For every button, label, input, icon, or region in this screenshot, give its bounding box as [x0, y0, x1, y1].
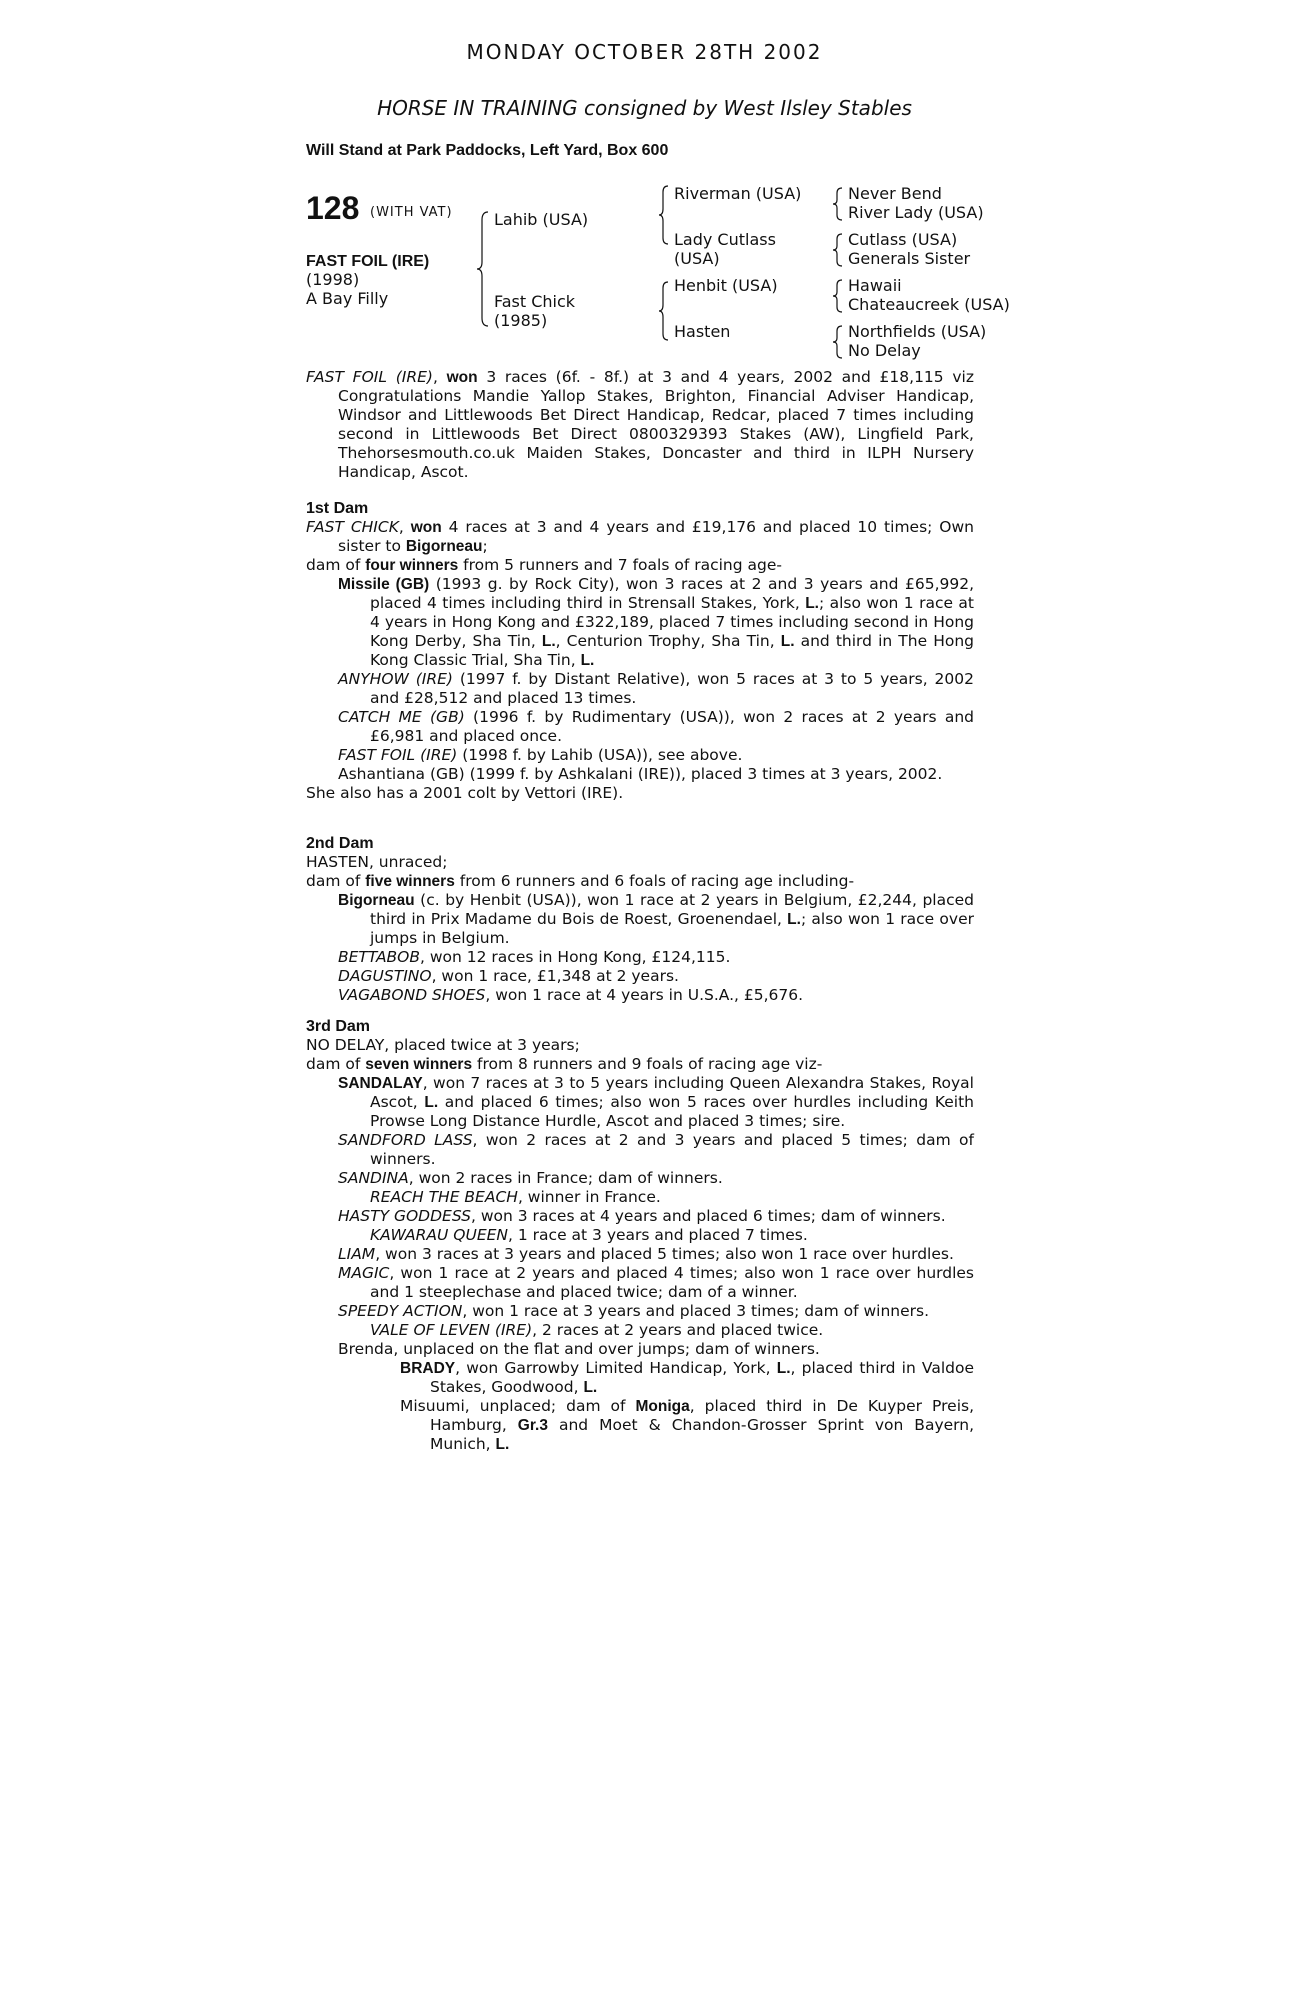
third-dam-name: NO DELAY, placed twice at 3 years; [306, 1036, 580, 1054]
hasty-name: HASTY GODDESS [338, 1207, 471, 1225]
missile-name: Missile (GB) [338, 576, 430, 593]
runners-foals: from 8 runners and 9 foals of racing age viz- [472, 1055, 823, 1073]
pedigree-dsd: Chateaucreek (USA) [848, 295, 1010, 314]
produce-magic [306, 1264, 974, 1302]
speedy-name: SPEEDY ACTION [338, 1302, 463, 1320]
second-dam-section [306, 853, 974, 1005]
dagustino-name: DAGUSTINO [338, 967, 432, 985]
produce-reach-the-beach [306, 1188, 974, 1207]
dam-of-label: dam of [306, 556, 366, 574]
vat-note: (WITH VAT) [370, 205, 453, 220]
runners-foals: from 5 runners and 7 foals of racing age- [458, 556, 782, 574]
misuumi-text: Misuumi, unplaced; dam of [400, 1397, 636, 1415]
vale-text: , 2 races at 2 years and placed twice. [532, 1321, 824, 1339]
pedigree-brace-dam [658, 280, 670, 342]
summary-text: 3 races (6f. - 8f.) at 3 and 4 years, 2002 and £18,115 viz Congratulations Mandie Yallop Stakes, Brighton, Financial Adviser Handicap, Windsor and Littlewoods Bet Direct Handicap, Redcar, placed 7 times including second in Littlewoods Bet Direct 0800329393 Stakes (AW), Lingfield Park, Thehorsesmouth.co.uk Maiden Stakes, Doncaster and third in ILPH Nursery Handicap, Ascot. [338, 368, 974, 481]
produce-brenda: Brenda, unplaced on the flat and over jumps; dam of winners. [338, 1340, 820, 1358]
missile-text-1: (1993 g. by Rock City), won 3 races at 2 and 3 years and £65,992, placed 4 times including third in Strensall Stakes, York, [370, 575, 975, 612]
listed-marker: L. [541, 633, 556, 650]
produce-vagabond [306, 986, 974, 1005]
horse-year: (1998) [306, 270, 360, 289]
anyhow-name: ANYHOW (IRE) [338, 670, 453, 688]
pedigree-sdd: Generals Sister [848, 249, 971, 268]
sandford-text: , won 2 races at 2 and 3 years and placed 5 times; dam of winners. [370, 1131, 974, 1168]
catch-me-name: CATCH ME (GB) [338, 708, 465, 726]
pedigree-dam-sire: Henbit (USA) [674, 276, 778, 295]
produce-colt: She also has a 2001 colt by Vettori (IRE). [306, 784, 624, 802]
first-dam-section: FAST CHICK, won 4 races at 3 and 4 years and £19,176 and placed 10 times; Own sister to Bigorneau; dam of four winners from 5 runners and 7 foals of racing age- Missile (GB) (1993 g. by Rock City), won 3 races at 2 and 3 years and £65,992, placed 4 times including third in Strensall Stakes, York, L.; also won 1 race at 4 years in Hong Kong and £322,189, placed 7 times including second in Hong Kong Derby, Sha Tin, L., Centurion Trophy, Sha Tin, L. and third in The Hong Kong Classic Trial, Sha Tin, L. ANYHOW (IRE) (1997 f. by Distant Relative), won 5 races at 3 to 5 years, 2002 and £28,512 and placed 13 times. CATCH ME (GB) (1996 f. by Rudimentary (USA)), won 2 races at 2 years and £6,981 and placed once. FAST FOIL (IRE) (1998 f. by Lahib (USA)), see above. Ashantiana (GB) (1999 f. by Ashkalani (IRE)), placed 3 times at 3 years, 2002. She also has a 2001 colt by Vettori (IRE). [306, 518, 975, 802]
produce-misuumi [336, 1397, 974, 1454]
winners-count: five winners [365, 873, 455, 890]
pedigree-sds: Cutlass (USA) [848, 230, 958, 249]
pedigree-dds: Northfields (USA) [848, 322, 987, 341]
speedy-text: , won 1 race at 3 years and placed 3 times; dam of winners. [462, 1302, 930, 1320]
produce-sandford-lass [306, 1131, 974, 1169]
listed-marker: L. [805, 595, 819, 612]
first-dam-produce-line [306, 556, 974, 575]
pedigree-brace-sire [658, 184, 670, 246]
produce-hasty-goddess [306, 1207, 974, 1226]
sandalay-name: SANDALAY [338, 1075, 423, 1092]
magic-name: MAGIC [338, 1264, 390, 1282]
listed-marker: L. [580, 652, 595, 669]
second-dam-heading: 2nd Dam [306, 835, 374, 852]
dagustino-text: , won 1 race, £1,348 at 2 years. [431, 967, 679, 985]
produce-brady [336, 1359, 974, 1397]
produce-liam [306, 1245, 974, 1264]
pedigree-brace-dd [832, 324, 844, 360]
misuumi-text-3: and Moet & Chandon-Grosser Sprint von Bayern, Munich, [430, 1416, 974, 1453]
reach-text: , winner in France. [517, 1188, 661, 1206]
listed-marker: L. [495, 1436, 510, 1453]
kawarau-name: KAWARAU QUEEN [370, 1226, 509, 1244]
brady-text: , won Garrowby Limited Handicap, York, [455, 1359, 777, 1377]
missile-text-4: and third in The Hong Kong Classic Trial, Sha Tin, [370, 632, 974, 669]
pedigree-ssd: River Lady (USA) [848, 203, 984, 222]
pedigree-brace-sd [832, 232, 844, 268]
dam-of-label: dam of [306, 1055, 366, 1073]
hasty-text: , won 3 races at 4 years and placed 6 times; dam of winners. [470, 1207, 946, 1225]
brady-name: BRADY [400, 1360, 456, 1377]
first-dam-name: FAST CHICK [306, 518, 399, 536]
bettabob-name: BETTABOB [338, 948, 421, 966]
pedigree-sss: Never Bend [848, 184, 942, 203]
pedigree-dam-year: (1985) [494, 311, 548, 330]
second-dam-name: HASTEN, unraced; [306, 853, 448, 871]
third-dam-heading: 3rd Dam [306, 1018, 371, 1035]
pedigree-dss: Hawaii [848, 276, 902, 295]
produce-sandina [306, 1169, 974, 1188]
anyhow-text: (1997 f. by Distant Relative), won 5 races at 3 to 5 years, 2002 and £28,512 and placed 13 times. [370, 670, 974, 707]
brady-text-2: , placed third in Valdoe Stakes, Goodwood, [430, 1359, 974, 1396]
listed-marker: L. [424, 1094, 439, 1111]
pedigree-brace-ds [832, 278, 844, 314]
misuumi-text-2: , placed third in De Kuyper Preis, Hamburg, [430, 1397, 974, 1434]
third-dam-section [306, 1036, 974, 1454]
second-dam-produce-line [306, 872, 974, 891]
liam-text: , won 3 races at 3 years and placed 5 times; also won 1 race over hurdles. [375, 1245, 954, 1263]
summary-won: won [446, 369, 478, 386]
pedigree-dam-dam: Hasten [674, 322, 731, 341]
bettabob-text: , won 12 races in Hong Kong, £124,115. [420, 948, 731, 966]
pedigree-brace-main [476, 210, 490, 328]
listed-marker: L. [776, 1360, 791, 1377]
lot-number: 128 [306, 190, 360, 226]
produce-sandalay [306, 1074, 974, 1131]
reach-name: REACH THE BEACH [370, 1188, 518, 1206]
first-dam-record-end: ; [482, 537, 488, 555]
pedigree-sire-dam: Lady Cutlass [674, 230, 776, 249]
liam-name: LIAM [338, 1245, 376, 1263]
first-dam-record: 4 races at 3 and 4 years and £19,176 and placed 10 times; Own sister to [338, 518, 974, 555]
produce-ashantiana: Ashantiana (GB) (1999 f. by Ashkalani (IRE)), placed 3 times at 3 years, 2002. [338, 765, 943, 783]
winners-count: seven winners [365, 1056, 473, 1073]
stable-location: Will Stand at Park Paddocks, Left Yard, Box 600 [306, 142, 669, 159]
fast-foil-name: FAST FOIL (IRE) [338, 746, 458, 764]
sandalay-text-1: , won 7 races at 3 to 5 years including Queen Alexandra Stakes, Royal Ascot, [370, 1074, 974, 1111]
produce-anyhow [306, 670, 974, 708]
produce-missile [306, 575, 974, 670]
vagabond-text: , won 1 race at 4 years in U.S.A., £5,676. [485, 986, 804, 1004]
pedigree-brace-ss [832, 186, 844, 222]
moniga-name: Moniga [635, 1398, 690, 1415]
produce-catch-me [306, 708, 974, 746]
sandina-text: , won 2 races in France; dam of winners. [408, 1169, 723, 1187]
group-3-marker: Gr.3 [517, 1417, 548, 1434]
listed-marker: L. [780, 633, 795, 650]
pedigree-ddd: No Delay [848, 341, 921, 360]
pedigree-sire-dam-country: (USA) [674, 249, 720, 268]
produce-kawarau-queen [306, 1226, 974, 1245]
sandalay-text-2: and placed 6 times; also won 5 races over hurdles including Keith Prowse Long Distance Hurdle, Ascot and placed 3 times; sire. [370, 1093, 974, 1130]
produce-dagustino [306, 967, 974, 986]
bigorneau-text-2: ; also won 1 race over jumps in Belgium. [370, 910, 974, 947]
first-dam-sister: Bigorneau [405, 538, 483, 555]
produce-bettabob [306, 948, 974, 967]
missile-text-2: ; also won 1 race at 4 years in Hong Kong and £322,189, placed 7 times including second in Hong Kong Derby, Sha Tin, [370, 594, 975, 650]
horse-description: A Bay Filly [306, 289, 389, 308]
bigorneau-text-1: (c. by Henbit (USA)), won 1 race at 2 years in Belgium, £2,244, placed third in Prix Madame du Bois de Roest, Groenendael, [370, 891, 974, 928]
listed-marker: L. [583, 1379, 598, 1396]
vale-name: VALE OF LEVEN (IRE) [370, 1321, 533, 1339]
listed-marker: L. [787, 911, 801, 928]
sandford-name: SANDFORD LASS [338, 1131, 473, 1149]
produce-bigorneau [306, 891, 974, 948]
first-dam-heading: 1st Dam [306, 500, 369, 517]
catch-me-text: (1996 f. by Rudimentary (USA)), won 2 races at 2 years and £6,981 and placed once. [370, 708, 974, 745]
winners-count: four winners [365, 557, 459, 574]
consignment-line: HORSE IN TRAINING consigned by West Ilsley Stables [377, 96, 912, 120]
bigorneau-name: Bigorneau [338, 892, 415, 909]
horse-name: FAST FOIL (IRE) [306, 253, 430, 270]
missile-text-3: , Centurion Trophy, Sha Tin, [555, 632, 781, 650]
sale-date: MONDAY OCTOBER 28TH 2002 [466, 40, 823, 64]
produce-fast-foil [306, 746, 974, 765]
pedigree-dam: Fast Chick [494, 292, 576, 311]
third-dam-produce-line [306, 1055, 974, 1074]
produce-vale-of-leven [306, 1321, 974, 1340]
vagabond-name: VAGABOND SHOES [338, 986, 486, 1004]
runners-foals: from 6 runners and 6 foals of racing age including- [454, 872, 855, 890]
summary-horse-name: FAST FOIL (IRE) [306, 368, 433, 386]
dam-of-label: dam of [306, 872, 366, 890]
race-summary: FAST FOIL (IRE), won 3 races (6f. - 8f.) at 3 and 4 years, 2002 and £18,115 viz Congratulations Mandie Yallop Stakes, Brighton, Financial Adviser Handicap, Windsor and Littlewoods Bet Direct Handicap, Redcar, placed 7 times including second in Littlewoods Bet Direct 0800329393 Stakes (AW), Lingfield Park, Thehorsesmouth.co.uk Maiden Stakes, Doncaster and third in ILPH Nursery Handicap, Ascot. [306, 368, 974, 481]
pedigree-sire-sire: Riverman (USA) [674, 184, 802, 203]
sandina-name: SANDINA [338, 1169, 409, 1187]
magic-text: , won 1 race at 2 years and placed 4 times; also won 1 race over hurdles and 1 steeplechase and placed twice; dam of a winner. [370, 1264, 974, 1301]
fast-foil-text: (1998 f. by Lahib (USA)), see above. [457, 746, 743, 764]
pedigree-sire: Lahib (USA) [494, 210, 589, 229]
produce-speedy-action [306, 1302, 974, 1321]
kawarau-text: , 1 race at 3 years and placed 7 times. [508, 1226, 808, 1244]
first-dam-won: won [410, 519, 442, 536]
